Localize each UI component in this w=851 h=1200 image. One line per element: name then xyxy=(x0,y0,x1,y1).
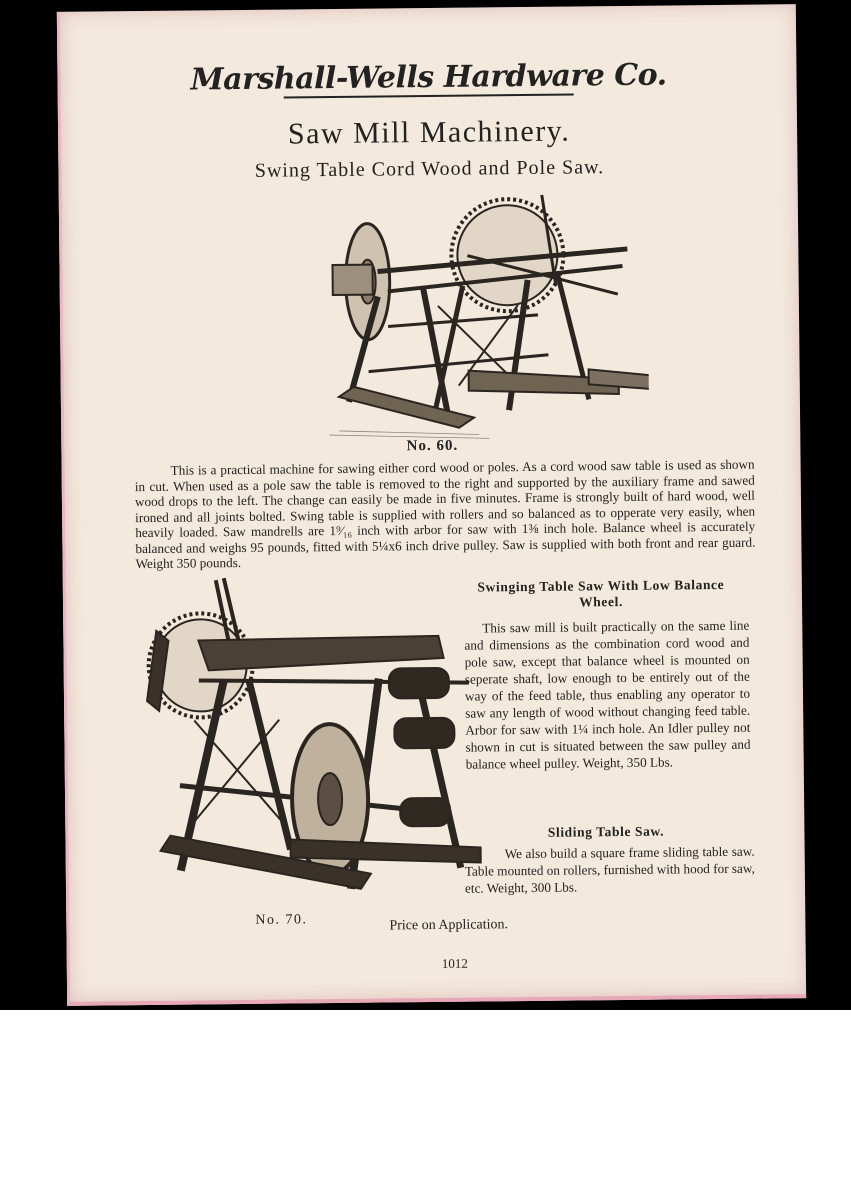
page-title: Saw Mill Machinery. xyxy=(287,114,571,151)
page-subtitle: Swing Table Cord Wood and Pole Saw. xyxy=(254,156,605,182)
price-note: Price on Application. xyxy=(389,917,509,934)
caption-no-60: No. 60. xyxy=(406,437,459,455)
sliding-table-saw-heading: Sliding Table Saw. xyxy=(547,823,665,840)
company-name: Marshall-Wells Hardware Co. xyxy=(60,56,796,101)
saw-machine-70-illustration xyxy=(138,567,492,911)
sliding-table-saw-description: We also build a square frame sliding table saw. Table mounted on rollers, furnished with hood for saw, etc. Weight, 300 Lbs. xyxy=(464,843,755,896)
caption-no-70: No. 70. xyxy=(255,912,308,928)
description-no-60: This is a practical machine for sawing either cord wood or poles. As a cord wood saw table is used as shown in cut. When used as a pole saw the table is removed to the right and supported by the auxiliary frame and sawed wood drops to the left. The change can easily be made in five minutes. Frame is strongly built of hard wood, well ironed and all joints bolted. Swing table is supplied with rollers and so balanced as to opperate very easily, when heavily loaded. Saw mandrells are 1⁹⁄₁₆ inch with arbor for saw with 1⅜ inch hole. Balance wheel is accurately balanced and weighs 95 pounds, fitted with 5¼x6 inch drive pulley. Saw is supplied with both front and rear guard. Weight 350 pounds. xyxy=(134,456,756,572)
swinging-table-saw-heading: Swinging Table Saw With Low Balance Wheel. xyxy=(477,576,725,610)
catalog-page xyxy=(57,4,806,1006)
saw-machine-60-illustration xyxy=(237,194,650,443)
page-number: 1012 xyxy=(441,955,468,971)
swinging-table-saw-description: This saw mill is built practically on the same line and dimensions as the combination cord wood and pole saw, except that balance wheel is mounted on seperate shaft, low enough to be entirely out of the way of the feed table, thus enabling any operator to saw any length of wood without changing feed table. Arbor for saw with 1¼ inch hole. An Idler pulley not shown in cut is situated between the saw pulley and balance wheel pulley. Weight, 350 Lbs. xyxy=(464,617,751,772)
